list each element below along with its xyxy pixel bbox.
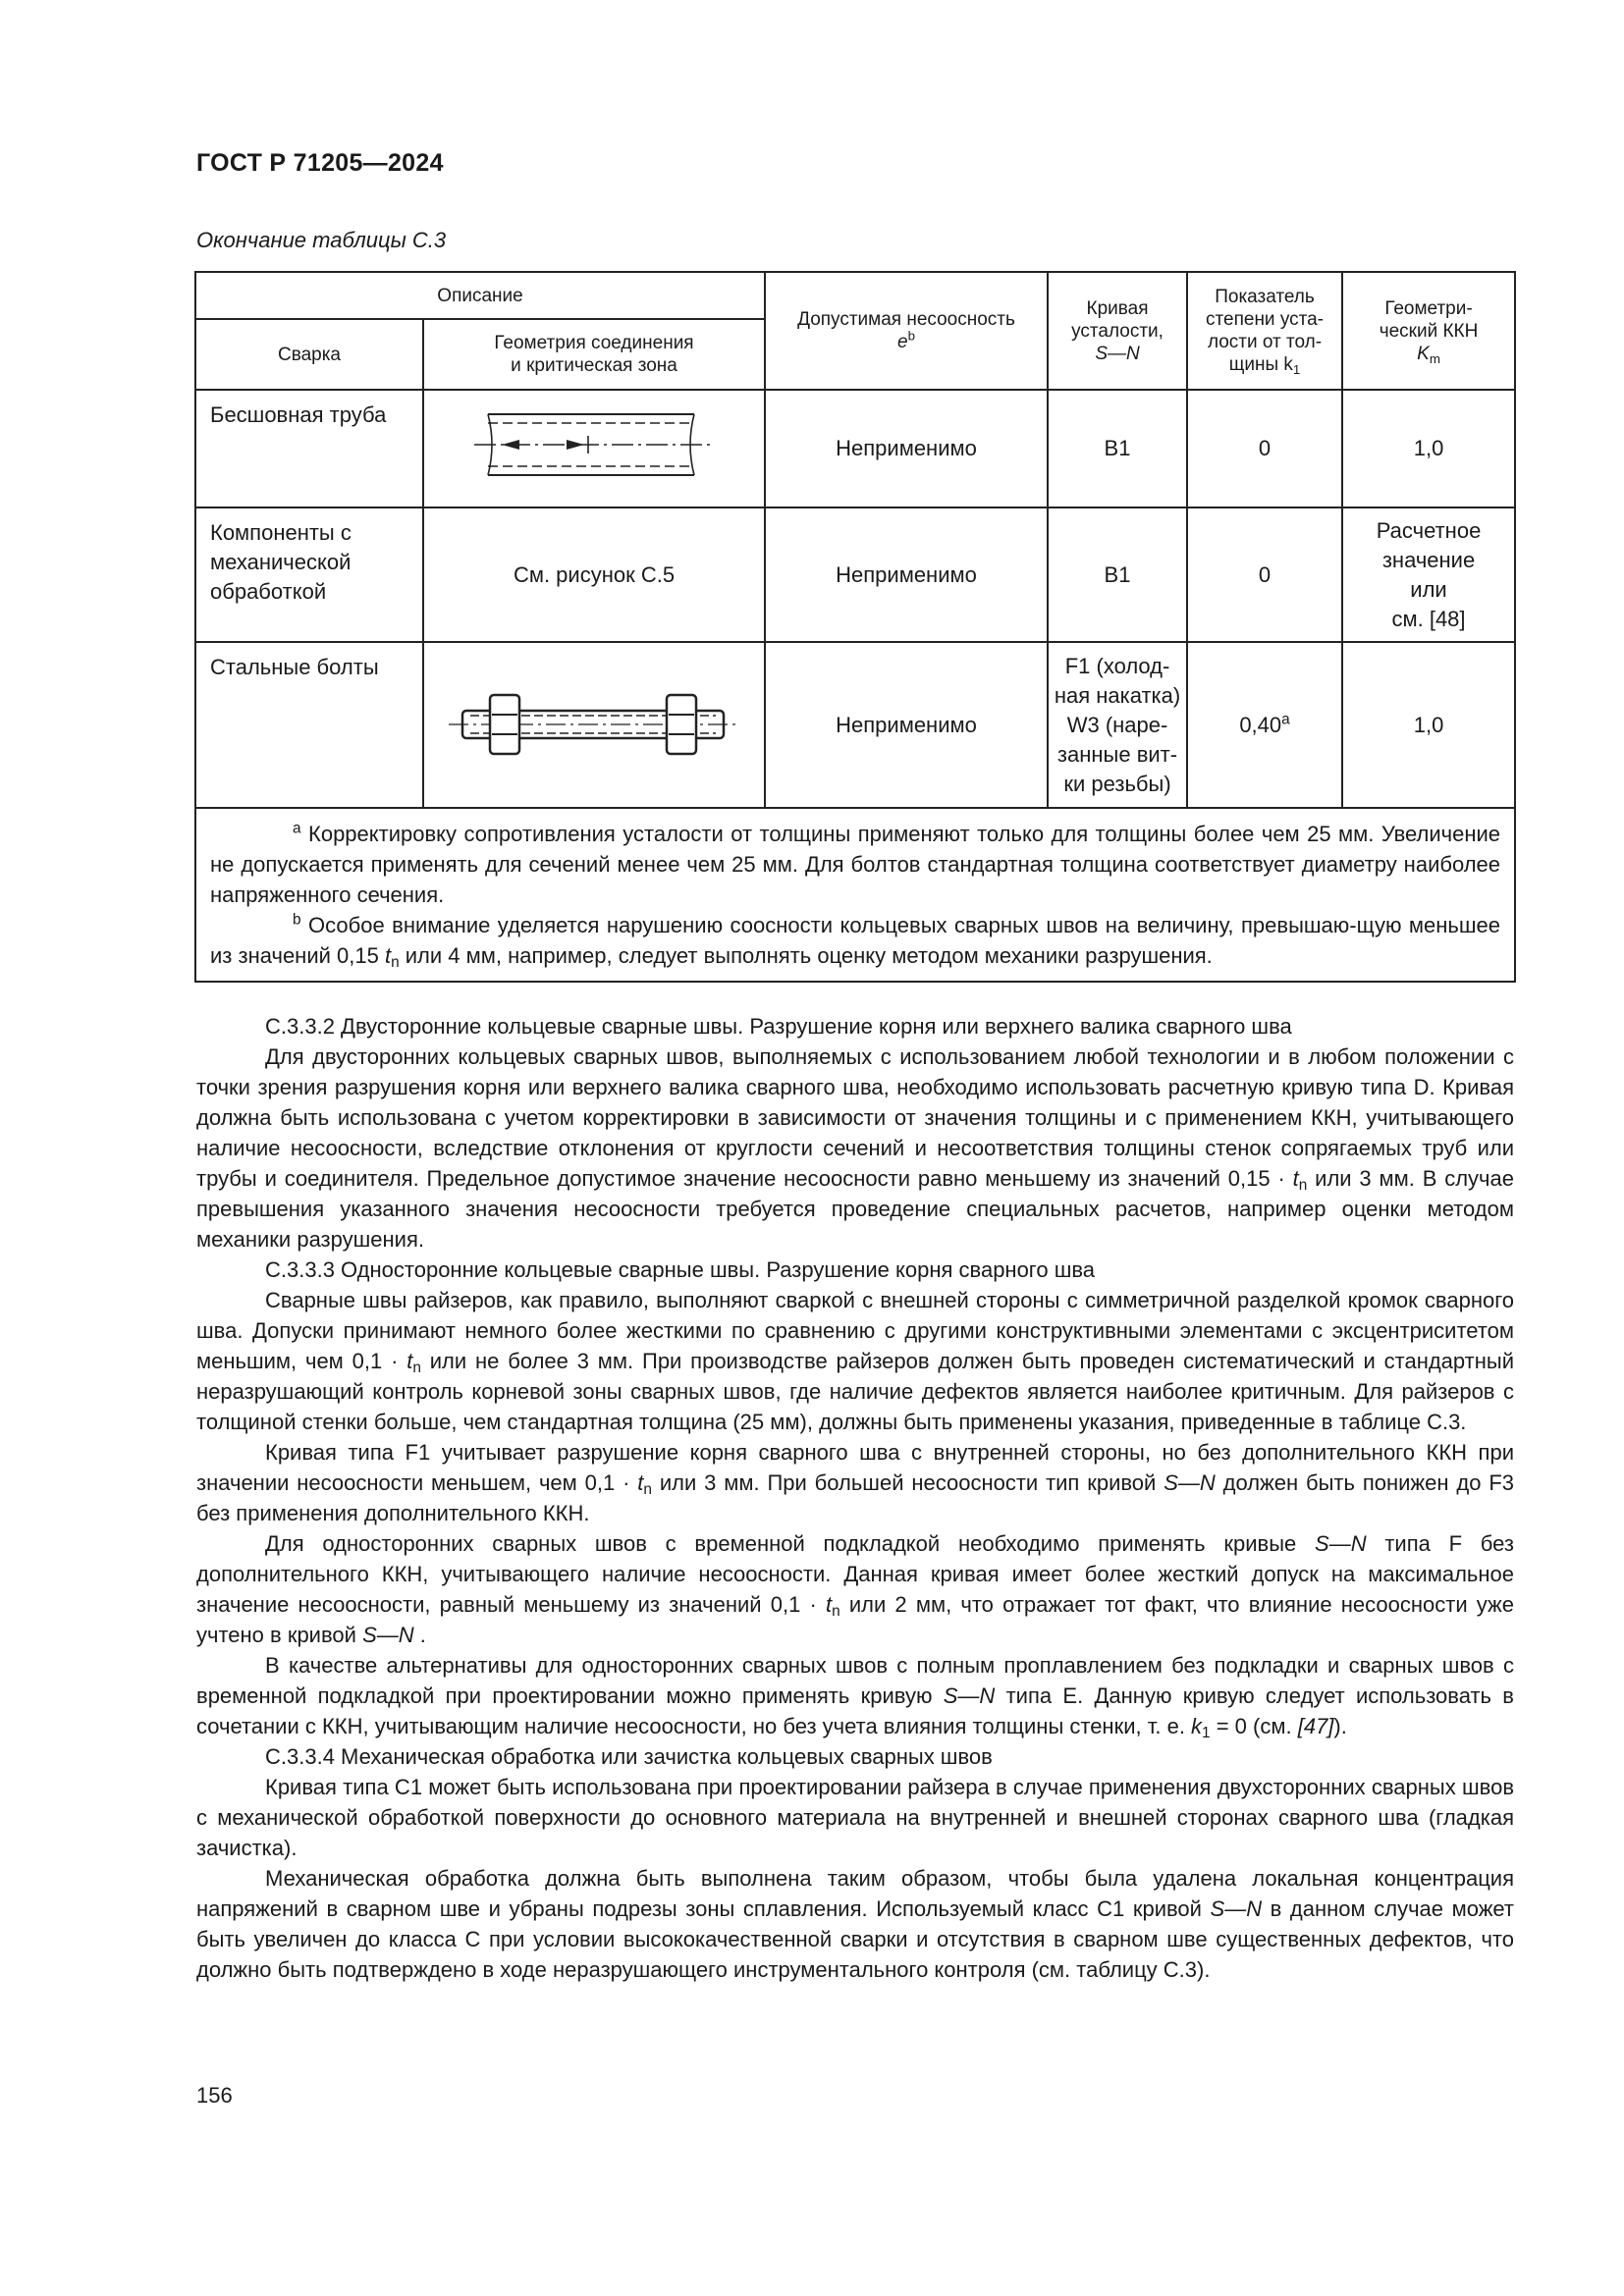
paragraph: Для односторонних сварных швов с временной подкладкой необходимо применять кривые S—N типа F без дополнительного ККН, учитывающего наличие несоосности. Данная кривая имеет более жесткий допуск на максимальное значение несоосности, равный меньшему из значений $0,1 \cdot t_n$ или 2 мм, что отражает тот факт, что влияние несоосности уже учтено в кривой S—N . [196, 1531, 1514, 1647]
cell-sn-curve: B1 [1048, 390, 1187, 507]
document-header: ГОСТ Р 71205—2024 [196, 149, 444, 177]
cell-exponent: 0 [1187, 390, 1342, 507]
header-misalignment: Допустимая несоосность $e^b$ [765, 272, 1048, 390]
cell-welding: Стальные болты [195, 642, 423, 808]
header-geometric-scf: Геометри- ческий ККН $K_m$ [1342, 272, 1515, 390]
paragraph: Для двусторонних кольцевых сварных швов, выполняемых с использованием любой технологии и в любом положении с точки зрения разрушения корня или верхнего валика сварного шва, необходимо использовать расчетную кривую типа D. Кривая должна быть использована с учетом корректировки в зависимости от значения толщины и с применением ККН, учитывающего наличие несоосности, вследствие отклонения от круглости сечений и несоответствия толщины стенок сопрягаемых труб или трубы и соединителя. Предельное допустимое значение несоосности равно меньшему из значений $0,15 \cdot t_n$ или 3 мм. В случае превышения указанного значения несоосности требуется проведение специальных расчетов, например оценки методом механики разрушения. [196, 1044, 1514, 1252]
cell-scf: 1,0 [1342, 390, 1515, 507]
cell-geometry: См. рисунок С.5 [423, 507, 765, 642]
paragraph: Кривая типа F1 учитывает разрушение корня сварного шва с внутренней стороны, но без дополнительного ККН при значении несоосности меньшем, чем $0,1 \cdot t_n$ или 3 мм. При большей несоосности тип кривой S—N должен быть понижен до F3 без применения дополнительного ККН. [196, 1440, 1515, 1525]
cell-geometry [423, 642, 765, 808]
paragraph: Механическая обработка должна быть выполнена таким образом, чтобы была удалена локальная концентрация напряжений в сварном шве и убраны подрезы зоны сплавления. Используемый класс C1 кривой S—N в данном случае может быть увеличен до класса C при условии высококачественной сварки и отсутствия в сварном шве существенных дефектов, что должно быть подтверждено в ходе неразрушающего инструментального контроля (см. таблицу С.3). [196, 1866, 1514, 1982]
table-caption: Окончание таблицы С.3 [196, 228, 447, 252]
cell-misalignment: Неприменимо [765, 642, 1048, 808]
header-sn-curve: Кривая усталости, S—N [1048, 272, 1187, 390]
table-row [195, 390, 1515, 507]
cell-welding: Компоненты с механической обработкой [195, 507, 423, 642]
header-welding: Сварка [195, 319, 423, 390]
table-row [195, 507, 1515, 642]
section-heading: С.3.3.4 Механическая обработка или зачистка кольцевых сварных швов [265, 1744, 993, 1769]
cell-scf: Расчетное значение или см. [48] [1342, 507, 1515, 642]
table-row [195, 642, 1515, 808]
cell-exponent: 0 [1187, 507, 1342, 642]
fatigue-table [194, 271, 1516, 983]
paragraph: Кривая типа C1 может быть использована при проектировании райзера в случае применения двухсторонних сварных швов с механической обработкой поверхности до основного материала на внутренней и внешней сторонах сварного шва (гладкая зачистка). [196, 1775, 1514, 1860]
steel-bolt-drawing [427, 667, 761, 775]
seamless-pipe-drawing [427, 391, 761, 499]
header-geometry: Геометрия соединения и критическая зона [423, 319, 765, 390]
body-text [196, 1011, 1514, 1985]
paragraph: Сварные швы райзеров, как правило, выполняют сваркой с внешней стороны с симметричной разделкой кромок сварного шва. Допуски принимают немного более жесткими по сравнению с другими конструктивными элементами с эксцентриситетом меньшим, чем $0,1 \cdot t_n$ или не более 3 мм. При производстве райзеров должен быть проведен систематический и стандартный неразрушающий контроль корневой зоны сварных швов, где наличие дефектов является наиболее критичным. Для райзеров с толщиной стенки больше, чем стандартная толщина (25 мм), должны быть применены указания, приведенные в таблице С.3. [196, 1288, 1514, 1434]
cell-welding: Бесшовная труба [195, 390, 423, 507]
section-heading: С.3.3.2 Двусторонние кольцевые сварные швы. Разрушение корня или верхнего валика сварного шва [265, 1014, 1292, 1039]
cell-scf: 1,0 [1342, 642, 1515, 808]
cell-misalignment: Неприменимо [765, 390, 1048, 507]
cell-geometry [423, 390, 765, 507]
footnote-a: $^a$ Корректировку сопротивления усталости от толщины применяют только для толщины более чем 25 мм. Увеличение не допускается применять для сечений менее чем 25 мм. Для болтов стандартная толщина соответствует диаметру наиболее напряженного сечения. [210, 820, 1501, 907]
header-description: Описание [195, 272, 765, 319]
cell-sn-curve: F1 (холод- ная накатка) W3 (наре- занные вит- ки резьбы) [1048, 642, 1187, 808]
cell-misalignment: Неприменимо [765, 507, 1048, 642]
section-heading: С.3.3.3 Односторонние кольцевые сварные швы. Разрушение корня сварного шва [265, 1257, 1096, 1282]
cell-sn-curve: B1 [1048, 507, 1187, 642]
header-thickness-exponent: Показатель степени уста- лости от тол- щины $k_1$ [1187, 272, 1342, 390]
page-number: 156 [196, 2083, 233, 2108]
paragraph: В качестве альтернативы для односторонних сварных швов с полным проплавлением без подкладки и сварных швов с временной подкладкой при проектировании можно применять кривую S—N типа E. Данную кривую следует использовать в сочетании с ККН, учитывающим наличие несоосности, но без учета влияния толщины стенки, т. е. $k_1 = 0$ (см. [47]). [196, 1653, 1514, 1741]
cell-exponent: 0,40$^a$ [1187, 642, 1342, 808]
table-footnotes [195, 808, 1515, 982]
footnote-b: $^b$ Особое внимание уделяется нарушению соосности кольцевых сварных швов на величину, превышаю-щую меньшее из значений 0,15 $t_n$ или 4 мм, например, следует выполнять оценку методом механики разрушения. [210, 911, 1501, 971]
